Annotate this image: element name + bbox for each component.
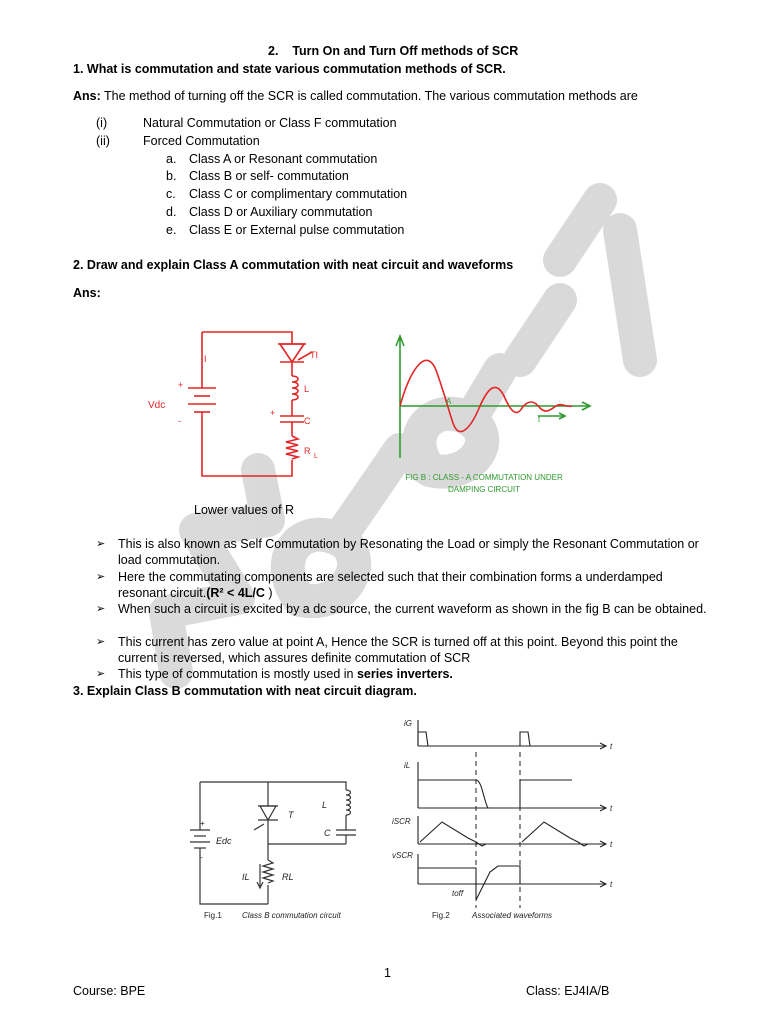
list-item bbox=[96, 666, 716, 682]
fig-2-label: Fig.2 bbox=[432, 911, 450, 920]
question-3: 3. Explain Class B commutation with neat circuit diagram. bbox=[73, 684, 417, 698]
fig-b-caption-2: DAMPING CIRCUIT bbox=[448, 485, 520, 494]
resistor-label: R bbox=[304, 446, 311, 456]
bullet-formula: (R² < 4L/C bbox=[206, 586, 265, 600]
capacitor-plus: + bbox=[270, 408, 276, 418]
list-item-text: Natural Commutation or Class F commutation bbox=[143, 116, 397, 130]
class-b-waveforms bbox=[390, 712, 620, 924]
lower-r-caption: Lower values of R bbox=[194, 503, 295, 517]
inductor-label: L bbox=[322, 800, 328, 810]
fig-b-caption-1: FIG B : CLASS - A COMMUTATION UNDER bbox=[405, 473, 563, 482]
subitem-text: Class B or self- commutation bbox=[189, 169, 349, 183]
list-item: (ii) bbox=[96, 134, 110, 148]
class-a-circuit-diagram bbox=[140, 320, 340, 490]
class-b-circuit-diagram bbox=[186, 760, 406, 930]
answer-text: The method of turning off the SCR is called commutation. The various commutation methods are bbox=[100, 89, 638, 103]
gate-current-label: iG bbox=[404, 719, 412, 728]
ans-label: Ans: bbox=[73, 286, 101, 300]
minus-sign: - bbox=[200, 853, 203, 862]
bullet-text: When such a circuit is excited by a dc source, the current waveform as shown in the fig B can be obtained. bbox=[118, 602, 707, 616]
list-item-text: Forced Commutation bbox=[143, 134, 260, 148]
question-1: 1. What is commutation and state various commutation methods of SCR. bbox=[73, 62, 506, 76]
minus-sign: - bbox=[178, 416, 181, 426]
subitem-letter: b. bbox=[166, 169, 177, 183]
ans-label: Ans: bbox=[73, 89, 101, 103]
subitem-letter: a. bbox=[166, 152, 177, 166]
bullet-text-main: Here the commutating components are selected such that their combination forms a underdamped resonant circuit. bbox=[118, 570, 663, 600]
time-label: t bbox=[610, 804, 613, 813]
bullet-tail: ) bbox=[264, 586, 273, 600]
subitem-text: Class D or Auxiliary commutation bbox=[189, 205, 373, 219]
footer-course: Course: BPE bbox=[73, 984, 146, 998]
time-label: t bbox=[610, 840, 613, 849]
bullet-text: This current has zero value at point A, Hence the SCR is turned off at this point. Beyond this point the current is reversed, which assures definite commutation of SCR bbox=[118, 635, 678, 665]
list-item bbox=[96, 569, 716, 601]
arrow-bullet-icon: ➢ bbox=[96, 636, 106, 648]
heading-number: 2. bbox=[268, 44, 279, 58]
scr-voltage-label: vSCR bbox=[392, 851, 413, 860]
list-item bbox=[96, 601, 716, 633]
source-label: Vdc bbox=[148, 400, 166, 411]
answer-1 bbox=[73, 89, 638, 103]
bullet-text bbox=[118, 666, 710, 682]
bullet-text bbox=[118, 569, 710, 601]
heading-title: Turn On and Turn Off methods of SCR bbox=[292, 44, 519, 58]
point-a-label: A bbox=[446, 397, 452, 406]
resistor-sub: L bbox=[314, 453, 318, 460]
arrow-bullet-icon: ➢ bbox=[96, 538, 106, 550]
footer-class: Class: EJ4IA/B bbox=[526, 984, 610, 998]
arrow-bullet-icon: ➢ bbox=[96, 571, 106, 583]
bullet-text: This is also known as Self Commutation by Resonating the Load or simply the Resonant Commutation or load commutation. bbox=[118, 537, 699, 567]
subitem-text: Class C or complimentary commutation bbox=[189, 187, 408, 201]
subitem-letter: c. bbox=[166, 187, 176, 201]
fig-1-caption: Class B commutation circuit bbox=[242, 911, 341, 920]
page-number: 1 bbox=[384, 966, 391, 980]
fig-2-caption: Associated waveforms bbox=[472, 911, 553, 920]
scr-current-label: iSCR bbox=[392, 817, 411, 826]
list-item bbox=[96, 634, 716, 666]
subitem-letter: d. bbox=[166, 205, 177, 219]
thyristor-label: T bbox=[288, 810, 294, 820]
class-a-waveform bbox=[388, 330, 598, 500]
source-label: Edc bbox=[216, 836, 232, 846]
question-2: 2. Draw and explain Class A commutation with neat circuit and waveforms bbox=[73, 258, 514, 272]
subitem-text: Class E or External pulse commutation bbox=[189, 223, 405, 237]
arrow-bullet-icon: ➢ bbox=[96, 603, 106, 615]
section-heading bbox=[268, 44, 518, 58]
bullet-bold: series inverters. bbox=[356, 667, 453, 681]
time-label: t bbox=[538, 415, 541, 424]
capacitor-label: C bbox=[324, 828, 331, 838]
capacitor-label: C bbox=[304, 416, 311, 426]
subitem-text: Class A or Resonant commutation bbox=[189, 152, 378, 166]
subitem-letter: e. bbox=[166, 223, 177, 237]
plus-sign: + bbox=[200, 819, 205, 828]
bullet-text-main: This type of commutation is mostly used in bbox=[118, 667, 357, 681]
load-current-label: iL bbox=[404, 761, 411, 770]
arrow-bullet-icon: ➢ bbox=[96, 668, 106, 680]
list-item: (i) bbox=[96, 116, 108, 130]
time-label: t bbox=[610, 880, 613, 889]
thyristor-label: TI bbox=[310, 350, 318, 360]
list-item bbox=[96, 536, 716, 568]
fig-1-label: Fig.1 bbox=[204, 911, 222, 920]
load-current-label: IL bbox=[242, 872, 250, 882]
time-label: t bbox=[610, 742, 613, 751]
current-label: I bbox=[204, 354, 207, 364]
inductor-label: L bbox=[304, 384, 310, 394]
plus-sign: + bbox=[178, 380, 184, 390]
load-resistor-label: RL bbox=[282, 872, 294, 882]
toff-label: toff bbox=[452, 889, 464, 898]
